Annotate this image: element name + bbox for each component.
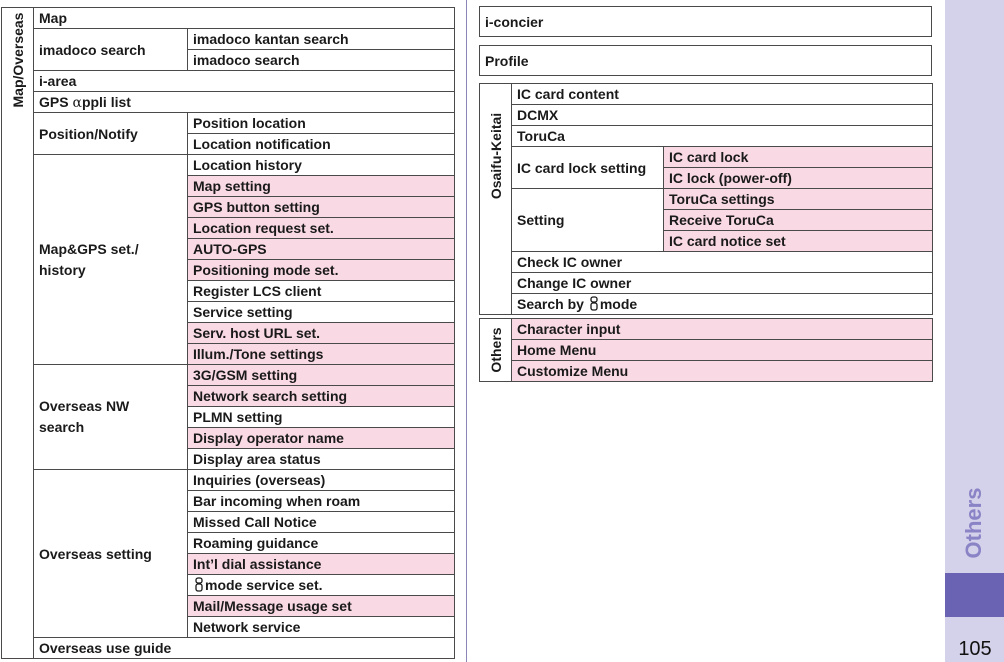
menu-item: Network service	[188, 617, 455, 638]
menu-group-ic-lock: IC card lock setting	[512, 147, 664, 189]
menu-item: Location notification	[188, 134, 455, 155]
menu-item: Bar incoming when roam	[188, 491, 455, 512]
menu-item: AUTO-GPS	[188, 239, 455, 260]
menu-item-search-by-mode: Search by mode	[512, 294, 933, 315]
menu-item: Register LCS client	[188, 281, 455, 302]
side-tab	[945, 0, 1004, 662]
menu-item: Missed Call Notice	[188, 512, 455, 533]
osaifu-side-label: Osaifu-Keitai	[480, 84, 512, 315]
menu-item: PLMN setting	[188, 407, 455, 428]
column-divider	[466, 0, 467, 662]
menu-item: Map setting	[188, 176, 455, 197]
menu-item: Home Menu	[512, 340, 933, 361]
menu-item: Receive ToruCa	[664, 210, 933, 231]
menu-item: Display operator name	[188, 428, 455, 449]
menu-item: Inquiries (overseas)	[188, 470, 455, 491]
side-tab-marker	[945, 573, 1004, 617]
menu-group-position-notify: Position/Notify	[34, 113, 188, 155]
menu-item: Service setting	[188, 302, 455, 323]
menu-item: Customize Menu	[512, 361, 933, 382]
imode-icon	[195, 577, 203, 592]
menu-item: ToruCa	[512, 126, 933, 147]
menu-item: Positioning mode set.	[188, 260, 455, 281]
menu-item: IC lock (power-off)	[664, 168, 933, 189]
menu-item: Location history	[188, 155, 455, 176]
page-number: 105	[958, 638, 992, 660]
side-tab-label: Others	[961, 487, 986, 559]
others-table	[479, 318, 933, 382]
menu-item: IC card content	[512, 84, 933, 105]
menu-group-map-gps: Map&GPS set./ history	[34, 155, 188, 365]
menu-item: Change IC owner	[512, 273, 933, 294]
menu-item-map: Map	[34, 8, 455, 29]
menu-item-gps-appli: GPS αppli list	[34, 92, 455, 113]
menu-item: Location request set.	[188, 218, 455, 239]
menu-item-iconcier: i-concier	[480, 7, 932, 37]
menu-item: Network search setting	[188, 386, 455, 407]
menu-item: Int’l dial assistance	[188, 554, 455, 575]
menu-item-iarea: i-area	[34, 71, 455, 92]
menu-item: IC card notice set	[664, 231, 933, 252]
iconcier-box	[479, 6, 932, 37]
others-side-label: Others	[480, 319, 512, 382]
menu-item: Illum./Tone settings	[188, 344, 455, 365]
menu-item: IC card lock	[664, 147, 933, 168]
menu-item: DCMX	[512, 105, 933, 126]
menu-item-profile: Profile	[480, 46, 932, 76]
menu-item: Position location	[188, 113, 455, 134]
menu-item: imadoco search	[188, 50, 455, 71]
menu-item: Roaming guidance	[188, 533, 455, 554]
menu-item: imadoco kantan search	[188, 29, 455, 50]
menu-item: Check IC owner	[512, 252, 933, 273]
menu-item: Serv. host URL set.	[188, 323, 455, 344]
menu-item: Mail/Message usage set	[188, 596, 455, 617]
menu-group-setting: Setting	[512, 189, 664, 252]
osaifu-table	[479, 83, 933, 315]
profile-box	[479, 45, 932, 76]
menu-item: ToruCa settings	[664, 189, 933, 210]
menu-group-imadoco: imadoco search	[34, 29, 188, 71]
menu-group-overseas-nw: Overseas NW search	[34, 365, 188, 470]
map-overseas-table	[1, 7, 455, 659]
imode-icon	[590, 296, 598, 311]
map-overseas-side-label: Map/Overseas	[2, 8, 34, 659]
menu-group-overseas-setting: Overseas setting	[34, 470, 188, 638]
menu-item-overseas-guide: Overseas use guide	[34, 638, 455, 659]
menu-item: Display area status	[188, 449, 455, 470]
menu-item: Character input	[512, 319, 933, 340]
menu-item: 3G/GSM setting	[188, 365, 455, 386]
menu-item-imode-service: mode service set.	[188, 575, 455, 596]
menu-item: GPS button setting	[188, 197, 455, 218]
